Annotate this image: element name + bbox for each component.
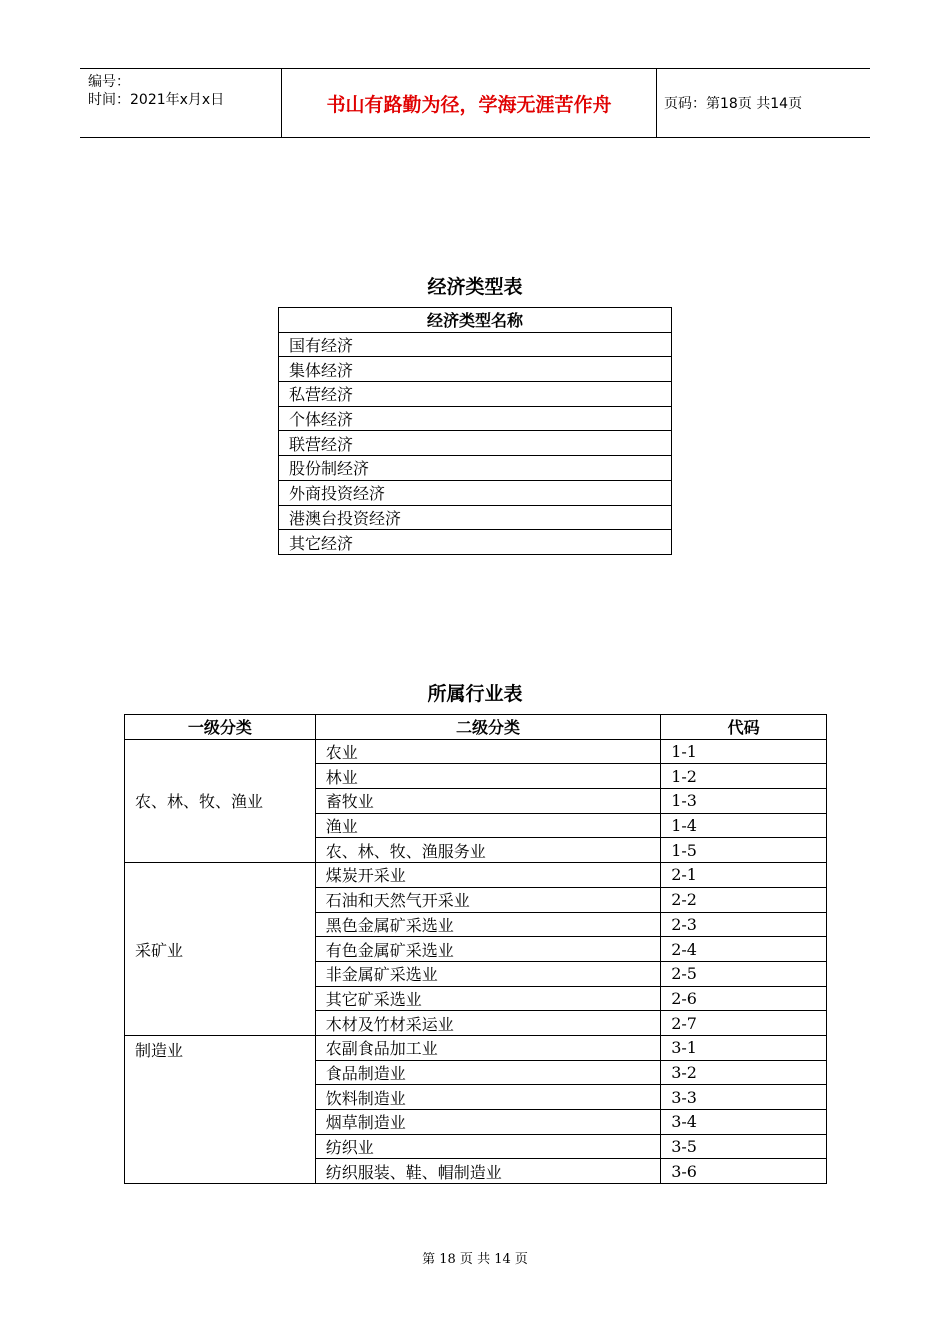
level2-category-cell: 农副食品加工业 [315, 1035, 660, 1060]
level2-category-cell: 林业 [315, 764, 660, 789]
table-row [125, 863, 827, 888]
page-header [80, 68, 870, 138]
level1-category-cell: 采矿业 [125, 863, 316, 1036]
code-cell: 3-5 [661, 1134, 827, 1159]
code-cell: 3-2 [661, 1060, 827, 1085]
level2-category-cell: 烟草制造业 [315, 1110, 660, 1135]
table-row [279, 382, 672, 407]
level2-category-cell: 煤炭开采业 [315, 863, 660, 888]
economy-type-table [278, 307, 672, 555]
economy-type-cell: 港澳台投资经济 [279, 505, 672, 530]
header-level1: 一级分类 [125, 715, 316, 740]
page-footer: 第 18 页 共 14 页 [422, 1252, 528, 1267]
header-level2: 二级分类 [315, 715, 660, 740]
industry-table [124, 714, 827, 1184]
code-cell: 1-5 [661, 838, 827, 863]
header-motto: 书山有路勤为径，学海无涯苦作舟 [281, 69, 657, 137]
table-row [279, 431, 672, 456]
code-cell: 3-1 [661, 1035, 827, 1060]
number-label: 编号： [88, 74, 130, 90]
economy-type-cell: 其它经济 [279, 530, 672, 555]
table-row [279, 406, 672, 431]
economy-type-cell: 个体经济 [279, 406, 672, 431]
economy-type-cell: 外商投资经济 [279, 480, 672, 505]
economy-type-cell: 股份制经济 [279, 456, 672, 481]
level2-category-cell: 纺织服装、鞋、帽制造业 [315, 1159, 660, 1184]
table-row [125, 739, 827, 764]
economy-type-cell: 私营经济 [279, 382, 672, 407]
code-cell: 1-4 [661, 813, 827, 838]
time-label: 时间：2021年x月x日 [88, 92, 225, 108]
code-cell: 2-4 [661, 937, 827, 962]
economy-type-cell: 联营经济 [279, 431, 672, 456]
economy-column-header: 经济类型名称 [279, 308, 672, 333]
code-cell: 1-1 [661, 739, 827, 764]
code-cell: 2-5 [661, 961, 827, 986]
level1-category-cell: 制造业 [125, 1035, 316, 1183]
economy-table-title: 经济类型表 [427, 276, 523, 298]
code-cell: 1-3 [661, 789, 827, 814]
table-row [279, 480, 672, 505]
level1-category-cell: 农、林、牧、渔业 [125, 739, 316, 862]
table-row [125, 1035, 827, 1060]
code-cell: 3-6 [661, 1159, 827, 1184]
code-cell: 2-3 [661, 912, 827, 937]
level2-category-cell: 石油和天然气开采业 [315, 887, 660, 912]
level2-category-cell: 其它矿采选业 [315, 986, 660, 1011]
code-cell: 3-4 [661, 1110, 827, 1135]
code-cell: 2-7 [661, 1011, 827, 1036]
code-cell: 2-6 [661, 986, 827, 1011]
level2-category-cell: 非金属矿采选业 [315, 961, 660, 986]
table-row [279, 332, 672, 357]
level2-category-cell: 渔业 [315, 813, 660, 838]
table-row [279, 505, 672, 530]
header-code: 代码 [661, 715, 827, 740]
level2-category-cell: 纺织业 [315, 1134, 660, 1159]
table-row [279, 357, 672, 382]
level2-category-cell: 黑色金属矿采选业 [315, 912, 660, 937]
level2-category-cell: 有色金属矿采选业 [315, 937, 660, 962]
level2-category-cell: 木材及竹材采运业 [315, 1011, 660, 1036]
header-meta-cell [80, 69, 281, 137]
code-cell: 1-2 [661, 764, 827, 789]
industry-table-title: 所属行业表 [427, 683, 523, 705]
level2-category-cell: 畜牧业 [315, 789, 660, 814]
level2-category-cell: 食品制造业 [315, 1060, 660, 1085]
level2-category-cell: 农业 [315, 739, 660, 764]
level2-category-cell: 饮料制造业 [315, 1085, 660, 1110]
code-cell: 2-1 [661, 863, 827, 888]
code-cell: 3-3 [661, 1085, 827, 1110]
table-row [279, 530, 672, 555]
economy-type-cell: 集体经济 [279, 357, 672, 382]
code-cell: 2-2 [661, 887, 827, 912]
table-row [279, 456, 672, 481]
level2-category-cell: 农、林、牧、渔服务业 [315, 838, 660, 863]
header-page-label: 页码：第18页 共14页 [664, 96, 803, 112]
economy-type-cell: 国有经济 [279, 332, 672, 357]
